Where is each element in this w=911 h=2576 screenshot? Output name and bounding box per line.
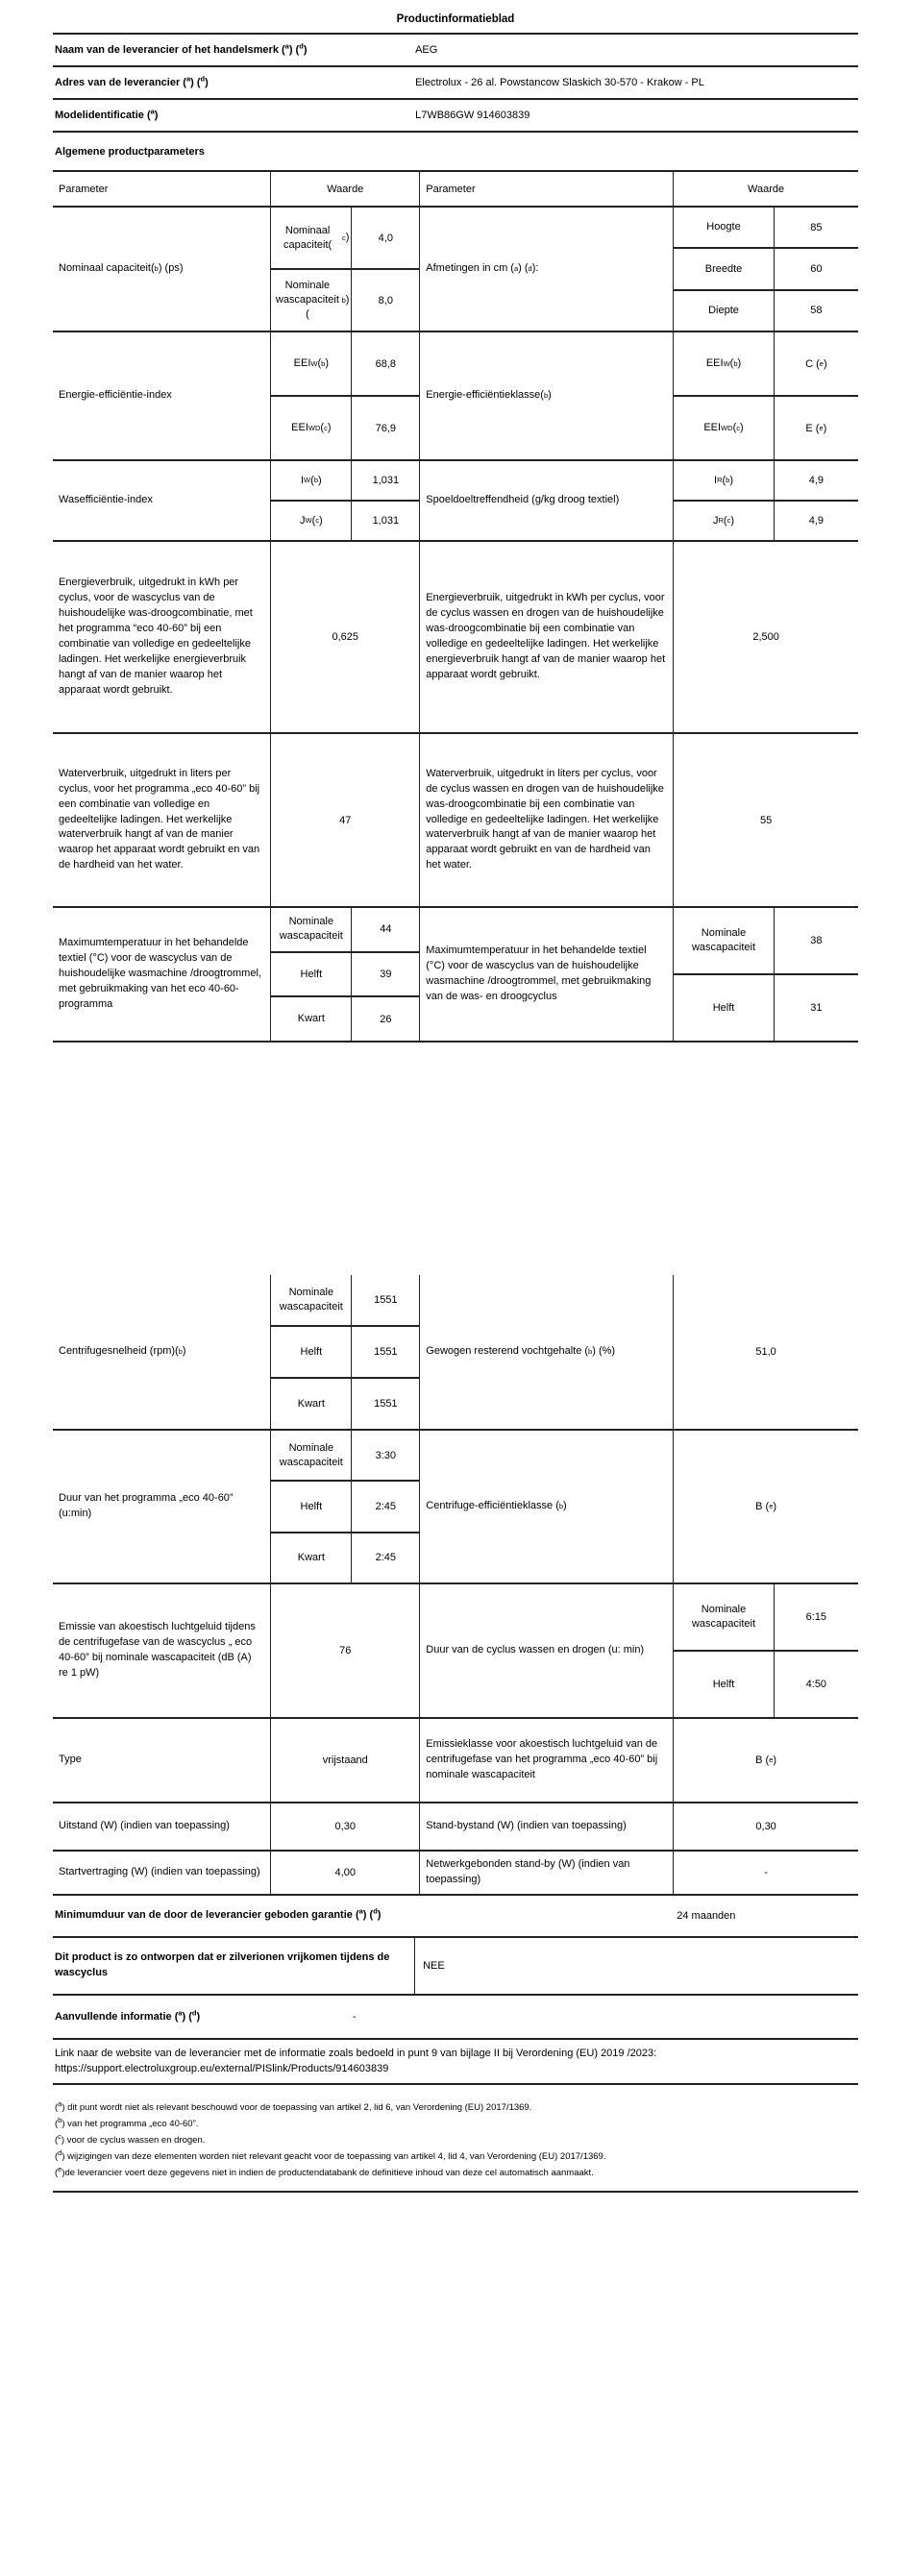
footnotes-block [53, 2085, 858, 2193]
sub-row [271, 908, 419, 951]
parameter-cell-left: Energie-efficiëntie-index [59, 389, 172, 402]
sub-label: I R ( b ) [714, 474, 733, 486]
sub-value: 4,9 [774, 502, 858, 540]
value-column [673, 542, 858, 732]
sub-value: E ( e ) [774, 397, 858, 459]
footnote-line: ($^a$) dit punt wordt niet als relevant beschouwd voor de toepassing van artikel 2, lid 6, van Verordening (EU) 2017/1369. [55, 2098, 532, 2113]
sub-value: 60 [774, 249, 858, 288]
sub-row [271, 995, 419, 1041]
header-parameter-right: Parameter [419, 172, 673, 206]
parameters-table-page1 [53, 170, 858, 1043]
sub-row [674, 395, 858, 459]
sub-value: 31 [774, 975, 858, 1041]
sub-label: Diepte [708, 304, 739, 316]
value-column [673, 1431, 858, 1582]
value-column [673, 734, 858, 906]
sub-value: 2:45 [351, 1533, 419, 1582]
footnote-line: ($^b$) van het programma „eco 40-60”. [55, 2115, 199, 2129]
sub-row [271, 1377, 419, 1429]
additional-info-row [53, 1996, 858, 2040]
value-cell: 2,500 [752, 631, 779, 643]
sub-label: Nominale wascapaciteit [279, 916, 343, 943]
sub-label: Helft [300, 1345, 323, 1358]
value-column [673, 1719, 858, 1802]
sub-label: Helft [300, 968, 323, 980]
sub-label: Hoogte [706, 221, 741, 233]
parameter-cell-right: Gewogen resterend vochtgehalte ( b ) (%) [419, 1275, 673, 1429]
sub-row [674, 1584, 858, 1650]
sub-label: Kwart [297, 1551, 325, 1563]
value-cell: 4,00 [334, 1866, 356, 1878]
sub-label: I W ( b ) [300, 474, 322, 486]
parameter-cell-right: Spoeldoeltreffendheid (g/kg droog textiel) [419, 461, 673, 540]
parameter-cell-left: Nominaal capaciteit( b ) (ps) [59, 262, 184, 275]
table-row [53, 1803, 858, 1852]
value-column [270, 542, 419, 732]
parameter-cell-left: Wasefficiëntie-index [59, 494, 153, 506]
value-column [673, 208, 858, 331]
parameter-cell-left: Centrifugesnelheid (rpm)( b ) [59, 1345, 186, 1358]
sub-value: 76,9 [351, 397, 419, 459]
value-cell: 76 [339, 1645, 352, 1656]
sub-value: 58 [774, 291, 858, 331]
parameter-cell-right: Energie-efficiëntieklasse( b ) [419, 332, 673, 459]
sub-value: 4:50 [774, 1652, 858, 1717]
value-column [673, 1584, 858, 1717]
additional-info-label: Aanvullende informatie ($^a$) ($^d$) [55, 2008, 201, 2023]
model-id-label: Modelidentificatie ($^a$) [55, 106, 159, 121]
sub-row [271, 1480, 419, 1531]
sub-label: Nominale wascapaciteit [279, 1441, 343, 1468]
table-row [53, 1431, 858, 1584]
table-row [53, 332, 858, 461]
value-column [673, 908, 858, 1041]
parameter-cell-left: Startvertraging (W) (indien van toepassing) [59, 1865, 260, 1877]
value-cell: 47 [339, 814, 352, 826]
footnote-line: ($^c$) voor de cyclus wassen en drogen. [55, 2131, 206, 2146]
sub-label: Nominale wascapaciteit [279, 1287, 343, 1313]
parameter-cell-right: Netwerkgebonden stand-by (W) (indien van toepassing) [419, 1852, 673, 1894]
sub-row [271, 461, 419, 500]
parameter-cell-right: Waterverbruik, uitgedrukt in liters per cyclus, voor de cyclus wassen en drogen van de huishoudelijke was-droogcombinatie bij een combinatie van volledige en gedeeltelijke ladingen. Het werkelijke waterverbruik hangt af van de manier waarop het apparaat wordt gebruikt en van de hardheid van het water. [419, 734, 673, 906]
sub-row [271, 268, 419, 331]
sub-label: J R ( c ) [712, 514, 734, 527]
value-column [270, 908, 419, 1041]
parameter-cell-left: Energieverbruik, uitgedrukt in kWh per cyclus, voor de wascyclus van de huishoudelijke was-droogcombinatie, met het programma “eco 40-60” bij een combinatie van volledige en gedeeltelijke ladingen. Het werkelijke energieverbruik hangt af van de manier waarop het apparaat wordt gebruikt. [59, 577, 253, 696]
sub-label: EEI W ( b ) [705, 357, 742, 370]
supplier-address-value: Electrolux - 26 al. Powstancow Slaskich 30-570 - Krakow - PL [415, 76, 704, 88]
parameter-cell-right: Energieverbruik, uitgedrukt in kWh per cyclus, voor de cyclus wassen en drogen van de huishoudelijke was-droogcombinatie bij een combinatie van volledige en gedeeltelijke ladingen. Het werkelijke energieverbruik hangt af van de manier waarop het apparaat wordt gebruikt. [419, 542, 673, 732]
parameter-cell-left: Emissie van akoestisch luchtgeluid tijdens de centrifugefase van de wascyclus „ eco 40-60” bij nominale wascapaciteit (dB (A) re 1 pW) [59, 1621, 256, 1679]
parameter-cell-right: Centrifuge-efficiëntieklasse ( b ) [419, 1431, 673, 1582]
footnote-line: ($^d$) wijzigingen van deze elementen worden niet relevant geacht voor de toepassing van artikel 4, lid 4, van Verordening (EU) 2017/1369. [55, 2147, 606, 2162]
value-column [270, 1852, 419, 1894]
additional-info-value: - [353, 2010, 357, 2023]
sub-row [271, 1275, 419, 1325]
sub-row [674, 247, 858, 288]
sub-label: Helft [712, 1678, 735, 1690]
table-row [53, 908, 858, 1043]
table-row [53, 1584, 858, 1719]
sub-value: 8,0 [351, 270, 419, 331]
sub-row [674, 1650, 858, 1717]
value-cell: 0,30 [755, 1821, 776, 1832]
value-cell: 55 [759, 814, 773, 826]
sub-value: 38 [774, 908, 858, 973]
value-cell: vrijstaand [322, 1754, 368, 1766]
sub-row [674, 908, 858, 973]
table-row [53, 542, 858, 734]
value-column [673, 461, 858, 540]
value-column [270, 734, 419, 906]
table-row [53, 1719, 858, 1803]
sub-value: C ( e ) [774, 332, 858, 395]
footnote-line: ($^e$)de leverancier voert deze gegevens niet in indien de productendatabank de definitieve inhoud van deze cel automatisch aanmaakt. [55, 2164, 594, 2178]
supplier-address-row [53, 67, 858, 100]
parameter-cell-left: Duur van het programma „eco 40-60” (u:min) [59, 1492, 234, 1519]
value-column [270, 208, 419, 331]
sub-label: Nominaal capaciteit( c ) [283, 224, 350, 251]
parameter-cell-right: Emissieklasse voor akoestisch luchtgeluid van de centrifugefase van het programma „eco 40-60” bij nominale wascapaciteit [419, 1719, 673, 1802]
sub-label: Kwart [297, 1013, 325, 1025]
supplier-info-table [53, 33, 858, 133]
sub-label: Helft [300, 1500, 323, 1512]
warranty-row [53, 1896, 858, 1938]
sub-value: 85 [774, 208, 858, 247]
sub-row [271, 1532, 419, 1582]
sub-value: 1,031 [351, 502, 419, 540]
table-row [53, 461, 858, 542]
model-id-row [53, 100, 858, 133]
sub-row [271, 208, 419, 268]
warranty-value: 24 maanden [677, 1909, 736, 1922]
sub-row [271, 1325, 419, 1377]
sub-row [271, 332, 419, 395]
value-cell: 51,0 [755, 1346, 776, 1358]
value-column [270, 1719, 419, 1802]
section-heading: Algemene productparameters [55, 146, 205, 158]
supplier-address-label: Adres van de leverancier ($^a$) ($^d$) [55, 73, 209, 88]
value-column [673, 1852, 858, 1894]
sub-label: Nominale wascapaciteit ( b ) [275, 280, 350, 320]
sub-row [271, 951, 419, 996]
value-column [270, 1584, 419, 1717]
sub-value: 68,8 [351, 332, 419, 395]
sub-row [271, 1431, 419, 1480]
parameters-table-page2 [53, 1275, 858, 1896]
page-break-gap [53, 1043, 858, 1275]
silver-ions-label: Dit product is zo ontworpen dat er zilverionen vrijkomen tijdens de wascyclus [53, 1938, 415, 1994]
sub-value: 1551 [351, 1275, 419, 1325]
sub-row [674, 500, 858, 540]
value-cell: B ( e ) [755, 1754, 777, 1766]
sub-label: EEI WD ( c ) [703, 422, 744, 434]
table-row [53, 1275, 858, 1431]
model-id-value: L7WB86GW 914603839 [415, 109, 530, 121]
value-column [270, 461, 419, 540]
parameter-cell-left: Uitstand (W) (indien van toepassing) [59, 1820, 230, 1832]
sub-value: 44 [351, 908, 419, 951]
silver-ions-row [53, 1938, 858, 1996]
header-waarde-left: Waarde [270, 172, 419, 206]
sub-value: 1551 [351, 1327, 419, 1377]
sub-label: EEI WD ( c ) [291, 422, 332, 434]
sub-label: Nominale wascapaciteit [691, 927, 756, 953]
value-column [270, 1431, 419, 1582]
sub-value: 4,9 [774, 461, 858, 500]
value-cell: 0,625 [332, 631, 359, 643]
parameter-cell-right: Afmetingen in cm ( a ) ( d ): [419, 208, 673, 331]
sub-value: 26 [351, 997, 419, 1041]
sub-value: 4,0 [351, 208, 419, 268]
parameter-cell-right: Stand-bystand (W) (indien van toepassing) [419, 1803, 673, 1850]
table-row [53, 734, 858, 908]
header-parameter-left: Parameter [59, 183, 109, 195]
supplier-name-label: Naam van de leverancier of het handelsmerk ($^a$) ($^d$) [55, 40, 308, 56]
sub-row [674, 973, 858, 1041]
sub-value: 39 [351, 953, 419, 996]
parameter-cell-left: Type [59, 1754, 82, 1766]
sub-value: 1551 [351, 1379, 419, 1429]
sub-value: 6:15 [774, 1584, 858, 1650]
sub-value: 2:45 [351, 1482, 419, 1531]
value-column [673, 1275, 858, 1429]
table-row [53, 208, 858, 332]
parameter-cell-right: Maximumtemperatuur in het behandelde textiel (°C) voor de wascyclus van de huishoudelijke wasmachine /droogtrommel, met gebruikmaking van de was- en droogcyclus [419, 908, 673, 1041]
sub-row [674, 461, 858, 500]
parameter-cell-left: Maximumtemperatuur in het behandelde textiel (°C) voor de wascyclus van de huishoudelijke wasmachine /droogtrommel, met gebruikmaking van het eco 40-60-programma [59, 937, 261, 1010]
value-column [270, 1803, 419, 1850]
value-cell: - [764, 1866, 768, 1878]
sub-row [674, 208, 858, 247]
value-column [270, 332, 419, 459]
sub-label: EEI W ( b ) [293, 357, 329, 370]
value-column [270, 1275, 419, 1429]
sub-row [674, 289, 858, 331]
sub-label: Breedte [704, 262, 743, 275]
warranty-label: Minimumduur van de door de leverancier geboden garantie ($^a$) ($^d$) [55, 1906, 382, 1922]
supplier-website-link-text: Link naar de website van de leverancier met de informatie zoals bedoeld in punt 9 van bijlage II bij Verordening (EU) 2019 /2023: https://support.electroluxgroup.eu/external/PISlink/Products/914603839 [53, 2040, 858, 2085]
sub-value: 3:30 [351, 1431, 419, 1480]
sub-label: Helft [712, 1001, 735, 1014]
value-column [673, 1803, 858, 1850]
header-waarde-right: Waarde [673, 172, 858, 206]
supplier-name-value: AEG [415, 43, 438, 56]
sub-value: 1,031 [351, 461, 419, 500]
parameter-cell-right: Duur van de cyclus wassen en drogen (u: min) [419, 1584, 673, 1717]
silver-ions-value: NEE [423, 1959, 445, 1972]
sub-label: Nominale wascapaciteit [691, 1604, 756, 1630]
sub-row [271, 500, 419, 540]
value-cell: 0,30 [334, 1821, 356, 1832]
supplier-name-row [53, 35, 858, 67]
value-cell: B ( e ) [755, 1501, 777, 1512]
document-title: Productinformatieblad [396, 13, 515, 25]
table-row [53, 1852, 858, 1896]
sub-label: Kwart [297, 1397, 325, 1410]
value-column [673, 332, 858, 459]
sub-label: J W ( c ) [299, 514, 323, 527]
sub-row [271, 395, 419, 459]
table-header-row [53, 172, 858, 208]
sub-row [674, 332, 858, 395]
parameter-cell-left: Waterverbruik, uitgedrukt in liters per cyclus, voor het programma „eco 40-60” bij een combinatie van volledige en gedeeltelijke ladingen. Het werkelijke waterverbruik hangt af van de manier waarop het apparaat wordt gebruikt en van de hardheid van het water. [59, 767, 260, 871]
